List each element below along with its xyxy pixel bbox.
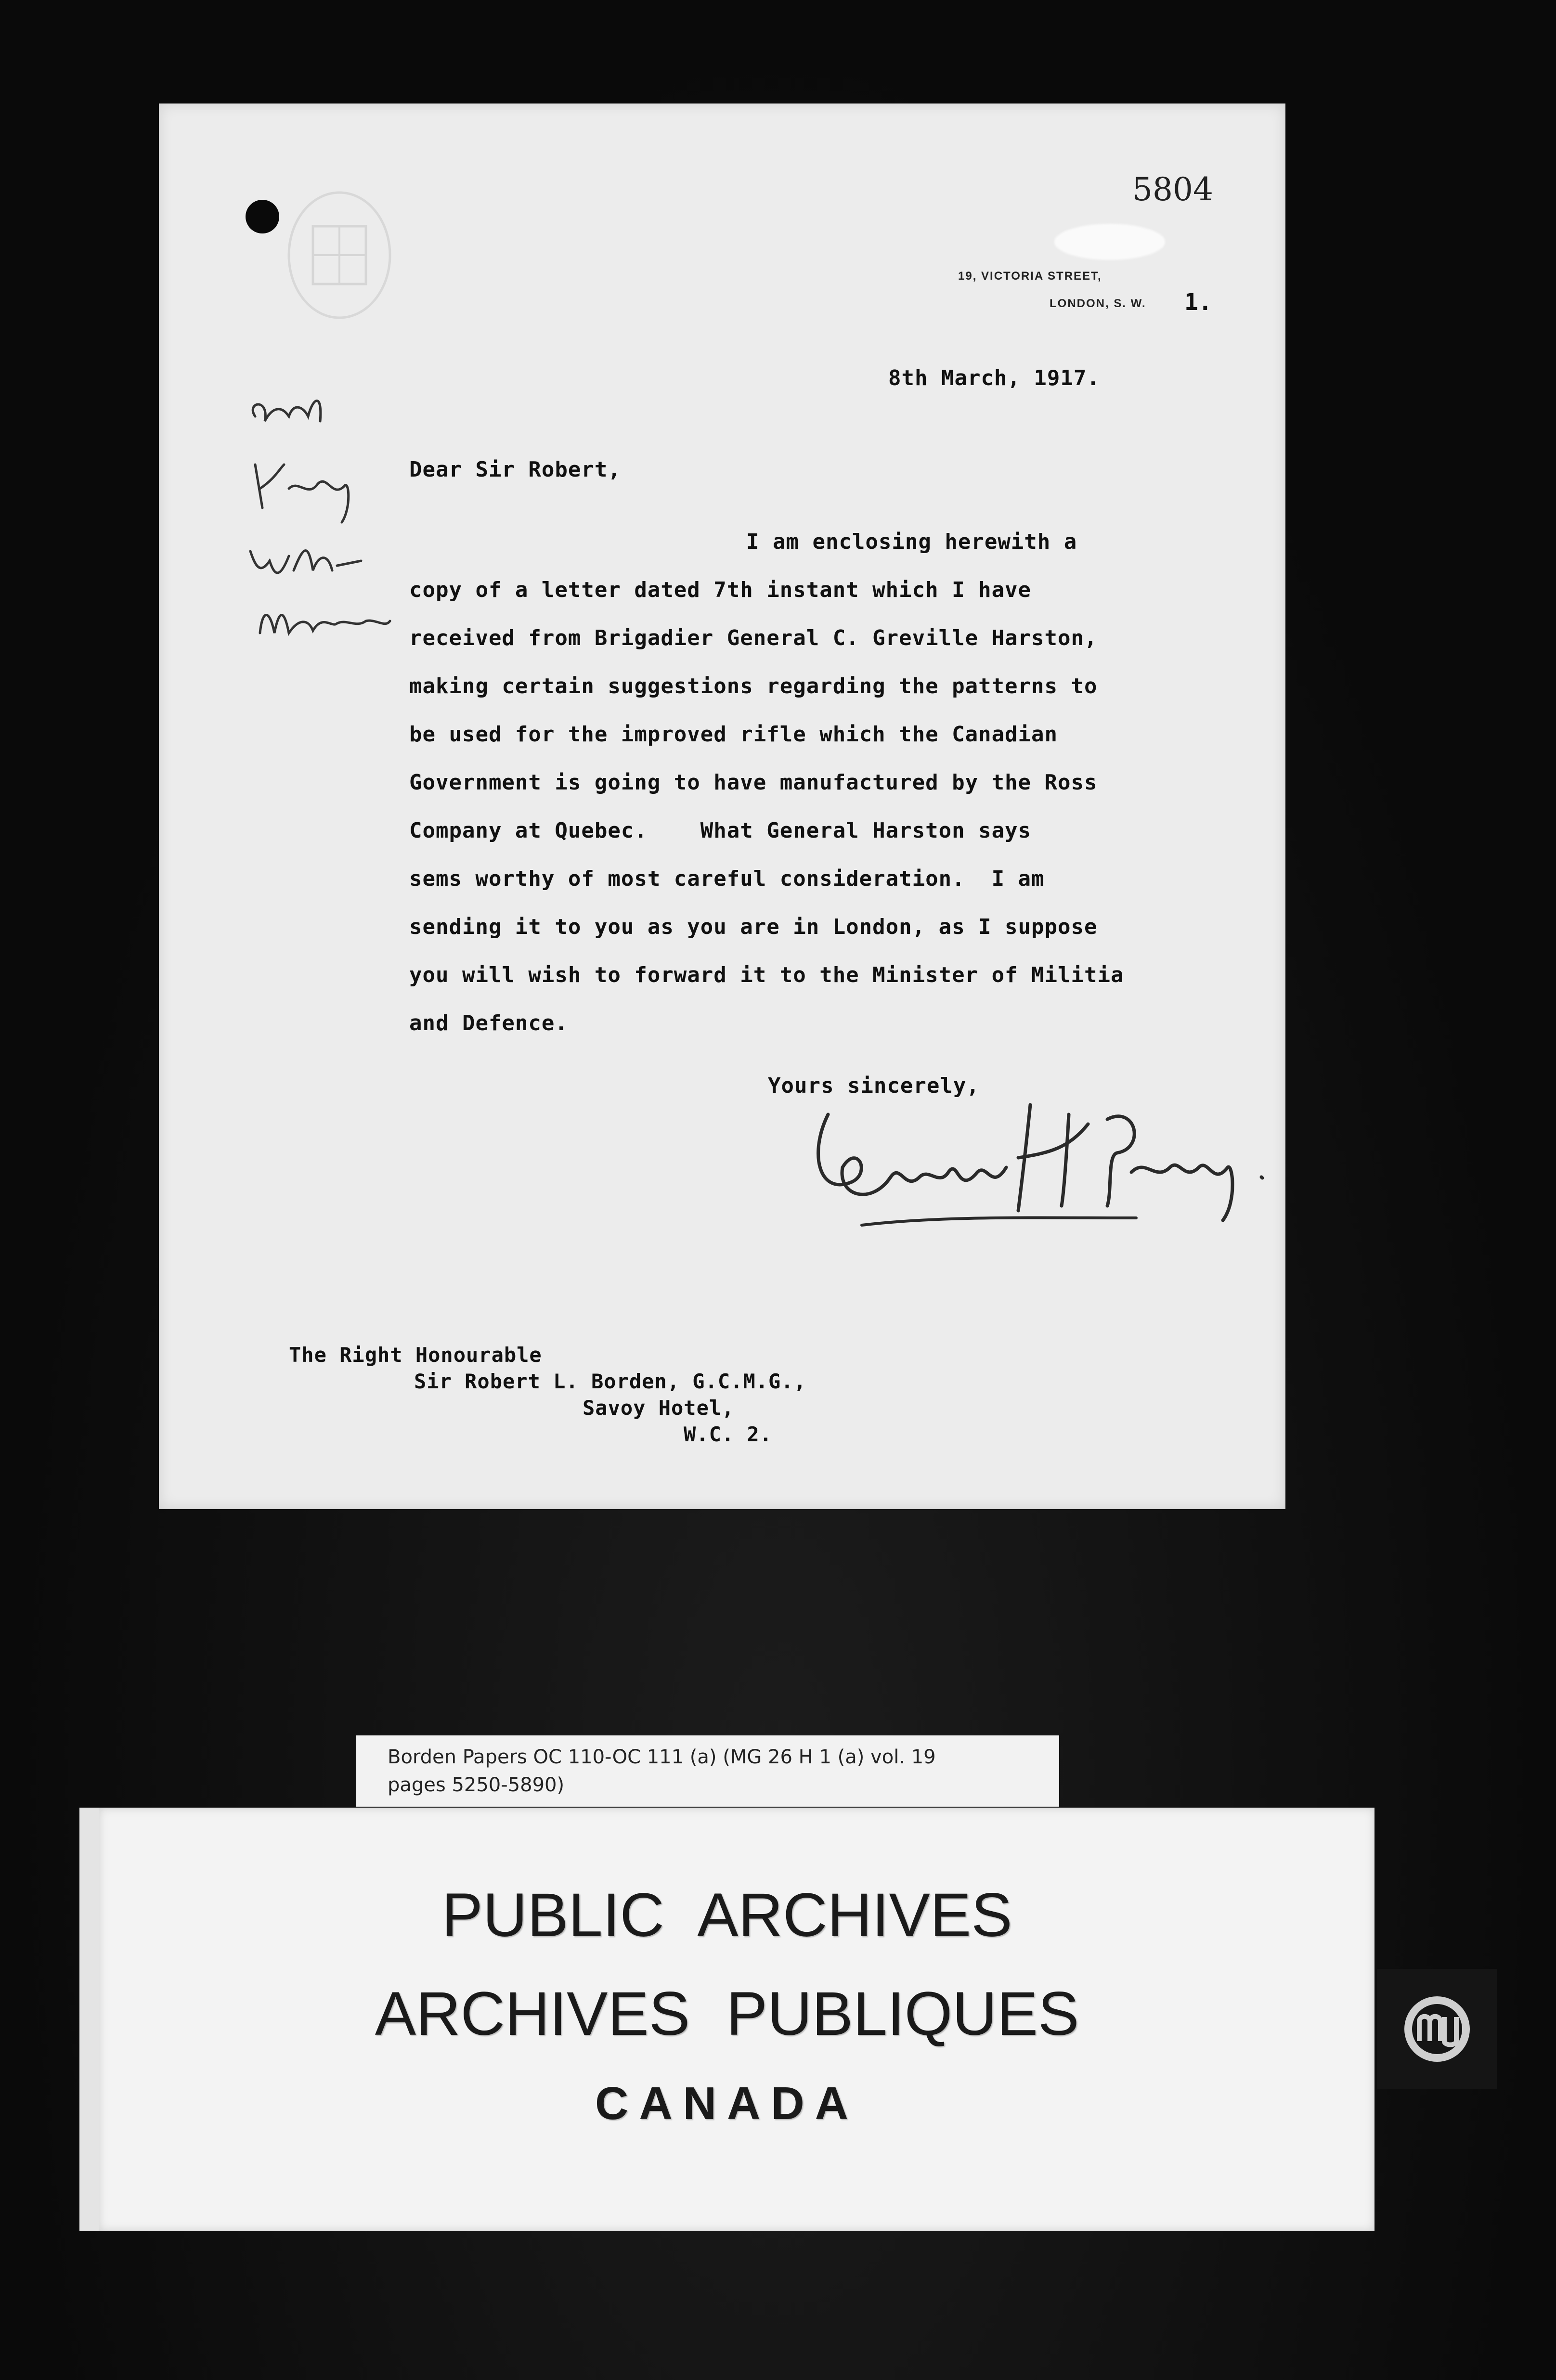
emboss-seal-icon	[282, 183, 397, 327]
body-line: Company at Quebec. What General Harston says	[409, 818, 1032, 843]
letterhead-address-line2: LONDON, S. W.	[1050, 297, 1146, 310]
addressee-line: Sir Robert L. Borden, G.C.M.G.,	[414, 1370, 806, 1393]
letter-sheet	[159, 103, 1285, 1509]
public-archives-card	[79, 1808, 1374, 2231]
archive-reference-line2: pages 5250-5890)	[388, 1774, 565, 1796]
body-line: and Defence.	[409, 1011, 568, 1035]
addressee-line: W.C. 2.	[684, 1423, 773, 1446]
body-line: sending it to you as you are in London, as I suppose	[409, 915, 1098, 939]
body-line: sems worthy of most careful consideration. I am	[409, 867, 1045, 891]
letterhead-address-line1: 19, VICTORIA STREET,	[958, 270, 1102, 283]
archive-card-country: CANADA	[595, 2078, 859, 2129]
archive-reference-line1: Borden Papers OC 110-OC 111 (a) (MG 26 H 1 (a) vol. 19	[388, 1746, 936, 1768]
archive-reference-label	[356, 1735, 1059, 1807]
body-line: making certain suggestions regarding the patterns to	[409, 674, 1098, 698]
letter-closing: Yours sincerely,	[768, 1074, 980, 1098]
archives-logo-icon	[1377, 1969, 1497, 2089]
archive-card-title-en: PUBLIC ARCHIVES	[441, 1881, 1012, 1950]
archive-card-title-fr: ARCHIVES PUBLIQUES	[375, 1979, 1079, 2048]
addressee-line: The Right Honourable	[289, 1343, 542, 1367]
body-line: I am enclosing herewith a	[746, 530, 1077, 554]
signature	[799, 1095, 1338, 1240]
addressee-line: Savoy Hotel,	[583, 1396, 735, 1420]
handwritten-margin-notes	[241, 383, 395, 696]
page-number: 5804	[1132, 171, 1213, 208]
sheet-number: 1.	[1184, 289, 1212, 316]
ink-smudge	[1054, 224, 1165, 260]
body-line: Government is going to have manufactured by the Ross	[409, 770, 1098, 795]
punch-hole	[246, 200, 279, 233]
body-line: received from Brigadier General C. Greville Harston,	[409, 626, 1098, 650]
letter-date: 8th March, 1917.	[888, 366, 1100, 390]
body-line: copy of a letter dated 7th instant which I have	[409, 578, 1032, 602]
letter-greeting: Dear Sir Robert,	[409, 457, 621, 482]
body-line: be used for the improved rifle which the Canadian	[409, 722, 1058, 747]
body-line: you will wish to forward it to the Minister of Militia	[409, 963, 1124, 987]
